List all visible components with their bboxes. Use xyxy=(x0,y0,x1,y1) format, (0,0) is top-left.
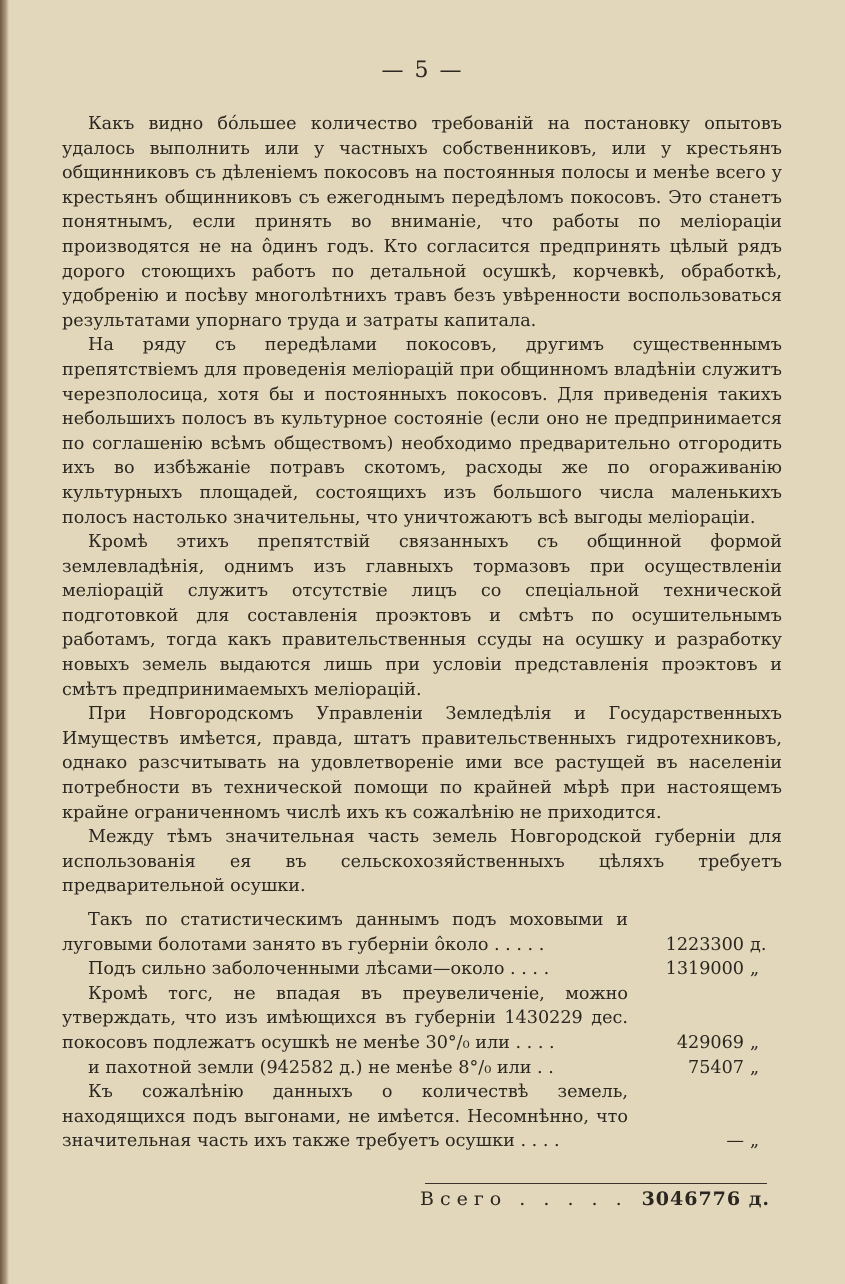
total-divider xyxy=(425,1183,767,1184)
stat-description: Къ сожалѣнію данныхъ о количествѣ земель, находящихся подъ выгонами, не имѣется. Несомнѣнно, что значительная часть ихъ также требуетъ осушки . . . . xyxy=(62,1082,628,1152)
stat-description: Такъ по статистическимъ даннымъ подъ моховыми и луговыми болотами занято въ губерніи ôколо . . . . . xyxy=(62,910,628,955)
stat-unit: „ xyxy=(750,1131,760,1152)
stat-row xyxy=(62,1056,782,1081)
paragraph: Кромѣ этихъ препятствій связанныхъ съ общинной формой землевладѣнія, однимъ изъ главныхъ тормазовъ при осуществленіи меліорацій служитъ отсутствіе лицъ со спеціальной технической подготовкой для составленія проэктовъ и смѣтъ по осушительнымъ работамъ, тогда какъ правительственныя ссуды на осушку и разработку новыхъ земель выдаются лишь при условіи представленія проэктовъ и смѣтъ предпринимаемыхъ меліорацій. xyxy=(62,532,782,700)
page-body xyxy=(62,112,782,899)
stat-unit: „ xyxy=(750,1032,760,1053)
stat-row xyxy=(62,982,782,1056)
stat-row xyxy=(62,957,782,982)
stat-unit: „ xyxy=(750,1057,760,1078)
page-number: — 5 — xyxy=(381,58,464,83)
stat-value: 1223300 xyxy=(665,934,744,955)
statistics-table xyxy=(62,908,782,1154)
stat-row xyxy=(62,908,782,957)
stat-unit: д. xyxy=(750,934,767,955)
total-row xyxy=(420,1188,770,1210)
stat-unit: „ xyxy=(750,959,760,980)
stat-value: — xyxy=(726,1131,744,1152)
paragraph: При Новгородскомъ Управленіи Земледѣлія и Государственныхъ Имуществъ имѣется, правда, штатъ правительственныхъ гидротехниковъ, однако разсчитывать на удовлетвореніе ими все растущей въ населеніи потребности въ технической помощи по крайней мѣрѣ при настоящемъ крайне ограниченномъ числѣ ихъ къ сожалѣнію не приходится. xyxy=(62,704,782,823)
stat-value: 429069 xyxy=(676,1032,744,1053)
stat-description: Подъ сильно заболоченными лѣсами—около . . . . xyxy=(88,959,550,980)
paragraph: Какъ видно бóльшее количество требованій на постановку опытовъ удалось выполнить или у частныхъ собственниковъ, или у крестьянъ общинниковъ съ дѣленіемъ покосовъ на постоянныя полосы и менѣе всего у крестьянъ общинниковъ съ ежегоднымъ передѣломъ покосовъ. Это станетъ понятнымъ, если принять во вниманіе, что работы по меліораціи производятся не на ôдинъ годъ. Кто согласится предпринять цѣлый рядъ дорого стоющихъ работъ по детальной осушкѣ, корчевкѣ, обработкѣ, удобренію и посѣву многолѣтнихъ травъ безъ увѣренности воспользоваться результатами упорнаго труда и затраты капитала. xyxy=(62,114,782,331)
paragraph: Между тѣмъ значительная часть земель Новгородской губерніи для использованія ея въ сельскохозяйственныхъ цѣляхъ требуетъ предварительной осушки. xyxy=(62,827,782,897)
paragraph: На ряду съ передѣлами покосовъ, другимъ существеннымъ препятствіемъ для проведенія меліорацій при общинномъ владѣніи служитъ черезполосица, хотя бы и постоянныхъ покосовъ. Для приведенія такихъ небольшихъ полосъ въ культурное состояніе (если оно не предпринимается по соглашенію всѣмъ обществомъ) необходимо предварительно отгородить ихъ во избѣжаніе потравъ скотомъ, расходы же по огораживанію культурныхъ площадей, состоящихъ изъ большого числа маленькихъ полосъ настолько значительны, что уничтожаютъ всѣ выгоды меліораціи. xyxy=(62,335,782,528)
stat-description: и пахотной земли (942582 д.) не менѣе 8°/₀ или . . xyxy=(88,1057,554,1078)
total-value: 3046776 д. xyxy=(641,1188,770,1210)
stat-value: 75407 xyxy=(688,1057,744,1078)
stat-value: 1319000 xyxy=(665,959,744,980)
total-label: Всего . . . . . xyxy=(420,1188,628,1210)
stat-row xyxy=(62,1080,782,1154)
stat-description: Кромѣ тогс, не впадая въ преувеличеніе, можно утверждать, что изъ имѣющихся въ губерніи 1430229 дес. покосовъ подлежатъ осушкѣ не менѣе 30°/₀ или . . . . xyxy=(62,983,628,1053)
